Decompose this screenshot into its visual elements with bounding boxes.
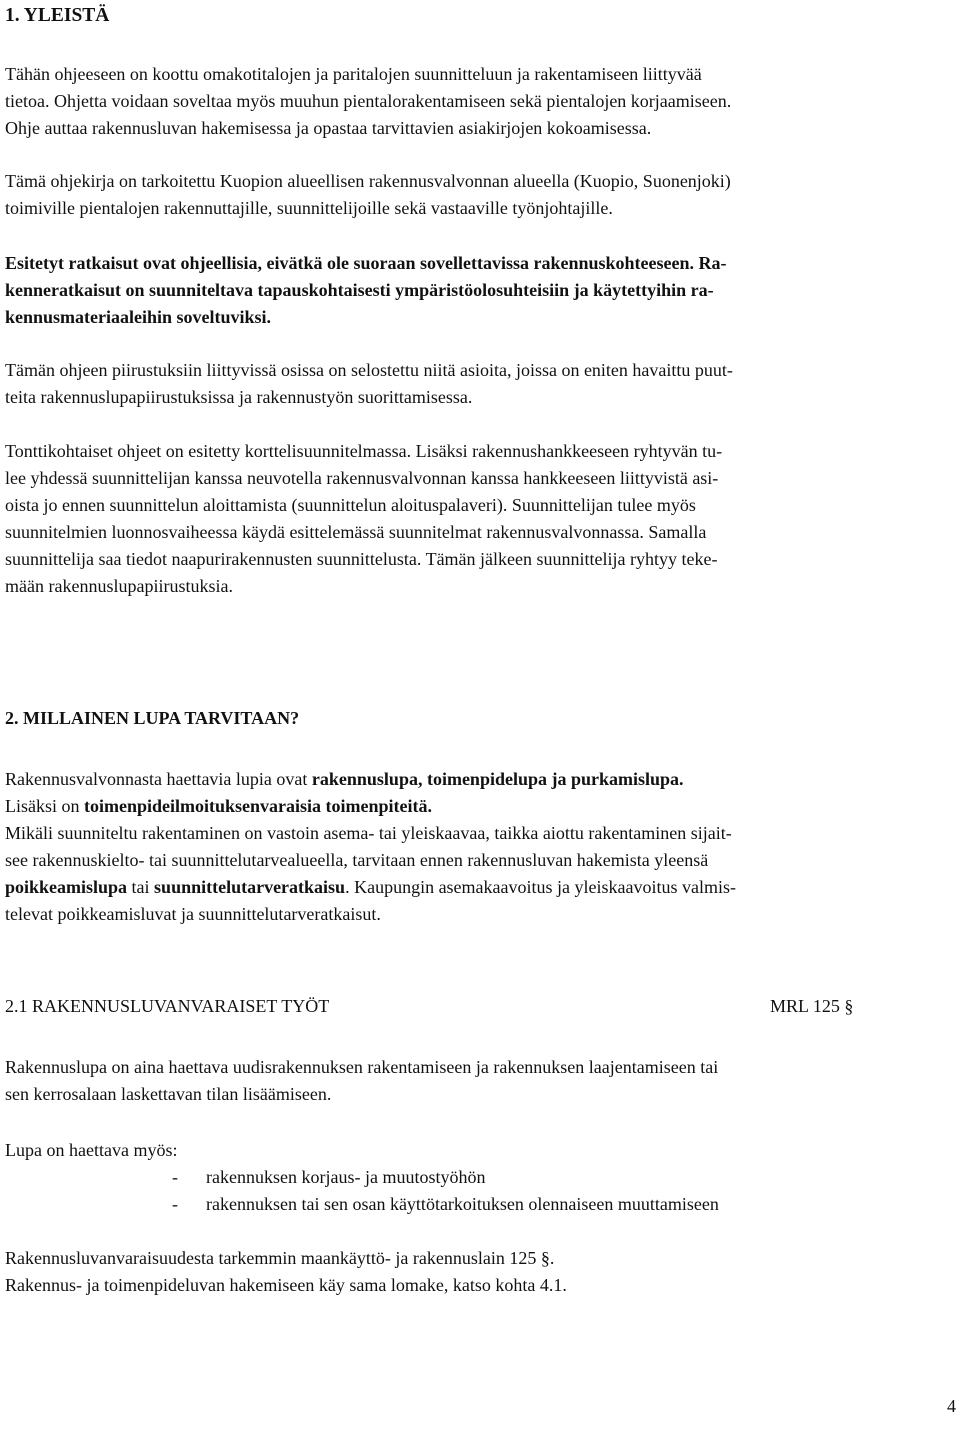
paragraph-line: toimiville pientalojen rakennuttajille, suunnittelijoille sekä vastaaville työnjohtajille. <box>5 198 613 218</box>
law-reference: MRL 125 § <box>770 996 854 1016</box>
bold-paragraph-line: Esitetyt ratkaisut ovat ohjeellisia, eivätkä ole suoraan sovellettavissa rakennuskohteeseen. Ra- <box>5 253 727 273</box>
paragraph-line: teita rakennuslupapiirustuksissa ja rakennustyön suorittamisessa. <box>5 387 473 407</box>
text-run: Lisäksi on <box>5 796 84 816</box>
bold-text-run: rakennuslupa, toimenpidelupa ja purkamislupa. <box>311 769 684 789</box>
paragraph-line: Rakennuslupa on aina haettava uudisrakennuksen rakentamiseen ja rakennuksen laajentamiseen tai <box>5 1057 719 1077</box>
paragraph-line: Tähän ohjeeseen on koottu omakotitalojen ja paritalojen suunnitteluun ja rakentamiseen liittyvää <box>5 64 702 84</box>
paragraph-line: Mikäli suunniteltu rakentaminen on vastoin asema- tai yleiskaavaa, taikka aiottu rakentaminen sijait- <box>5 823 732 843</box>
paragraph-line: oista jo ennen suunnittelun aloittamista (suunnittelun aloituspalaveri). Suunnittelijan tulee myös <box>5 495 696 515</box>
paragraph-line: see rakennuskielto- tai suunnittelutarvealueella, tarvitaan ennen rakennusluvan hakemista yleensä <box>5 850 709 870</box>
paragraph-line: tietoa. Ohjetta voidaan soveltaa myös muuhun pientalorakentamiseen sekä pientalojen korjaamiseen. <box>5 91 732 111</box>
text-run: Rakennusvalvonnasta haettavia lupia ovat <box>5 769 312 789</box>
list-dash: - <box>172 1194 178 1214</box>
bold-paragraph-line: kenneratkaisut on suunniteltava tapauskohtaisesti ympäristöolosuhteisiin ja käytettyihin ra- <box>5 280 714 300</box>
paragraph-line <box>5 874 736 901</box>
paragraph-line: suunnitelmien luonnosvaiheessa käydä esittelemässä suunnitelmat rakennusvalvonnassa. Samalla <box>5 522 707 542</box>
paragraph-line: televat poikkeamisluvat ja suunnittelutarveratkaisut. <box>5 904 381 924</box>
list-dash: - <box>172 1167 178 1187</box>
list-intro: Lupa on haettava myös: <box>5 1140 178 1160</box>
paragraph-line: Tämän ohjeen piirustuksiin liittyvissä osissa on selostettu niitä asioita, joissa on eniten havaittu puut- <box>5 360 733 380</box>
list-item: rakennuksen korjaus- ja muutostyöhön <box>206 1167 486 1187</box>
section-heading-2-1: 2.1 RAKENNUSLUVANVARAISET TYÖT <box>5 996 330 1016</box>
bold-text-run: poikkeamislupa <box>5 877 128 897</box>
paragraph-line: suunnittelija saa tiedot naapurirakennusten suunnittelusta. Tämän jälkeen suunnittelija ryhtyy teke- <box>5 549 718 569</box>
bold-text-run: suunnittelutarveratkaisu <box>154 877 346 897</box>
paragraph-line: sen kerrosalaan laskettavan tilan lisäämiseen. <box>5 1084 332 1104</box>
paragraph-line: Rakennusluvanvaraisuudesta tarkemmin maankäyttö- ja rakennuslain 125 §. <box>5 1248 555 1268</box>
list-item: rakennuksen tai sen osan käyttötarkoituksen olennaiseen muuttamiseen <box>206 1194 719 1214</box>
paragraph-line: Tämä ohjekirja on tarkoitettu Kuopion alueellisen rakennusvalvonnan alueella (Kuopio, Suonenjoki) <box>5 171 731 191</box>
paragraph-line: mään rakennuslupapiirustuksia. <box>5 576 233 596</box>
paragraph-line: lee yhdessä suunnittelijan kanssa neuvotella rakennusvalvonnan kanssa hankkeeseen liittyvistä asi- <box>5 468 719 488</box>
page-number: 4 <box>947 1396 956 1416</box>
bold-text-run: toimenpideilmoituksenvaraisia toimenpiteitä. <box>84 796 432 816</box>
paragraph-line: Rakennus- ja toimenpideluvan hakemiseen käy sama lomake, katso kohta 4.1. <box>5 1275 567 1295</box>
paragraph-line <box>5 766 684 793</box>
text-run: tai <box>127 877 155 897</box>
paragraph-line: Ohje auttaa rakennusluvan hakemisessa ja opastaa tarvittavien asiakirjojen kokoamisessa. <box>5 118 652 138</box>
section-heading-2: 2. MILLAINEN LUPA TARVITAAN? <box>5 708 300 728</box>
paragraph-line <box>5 793 432 820</box>
section-heading-1: 1. YLEISTÄ <box>5 5 110 26</box>
paragraph-line: Tonttikohtaiset ohjeet on esitetty korttelisuunnitelmassa. Lisäksi rakennushankkeeseen ryhtyvän tu- <box>5 441 723 461</box>
text-run: . Kaupungin asemakaavoitus ja yleiskaavoitus valmis- <box>345 877 736 897</box>
bold-paragraph-line: kennusmateriaaleihin soveltuviksi. <box>5 307 272 327</box>
